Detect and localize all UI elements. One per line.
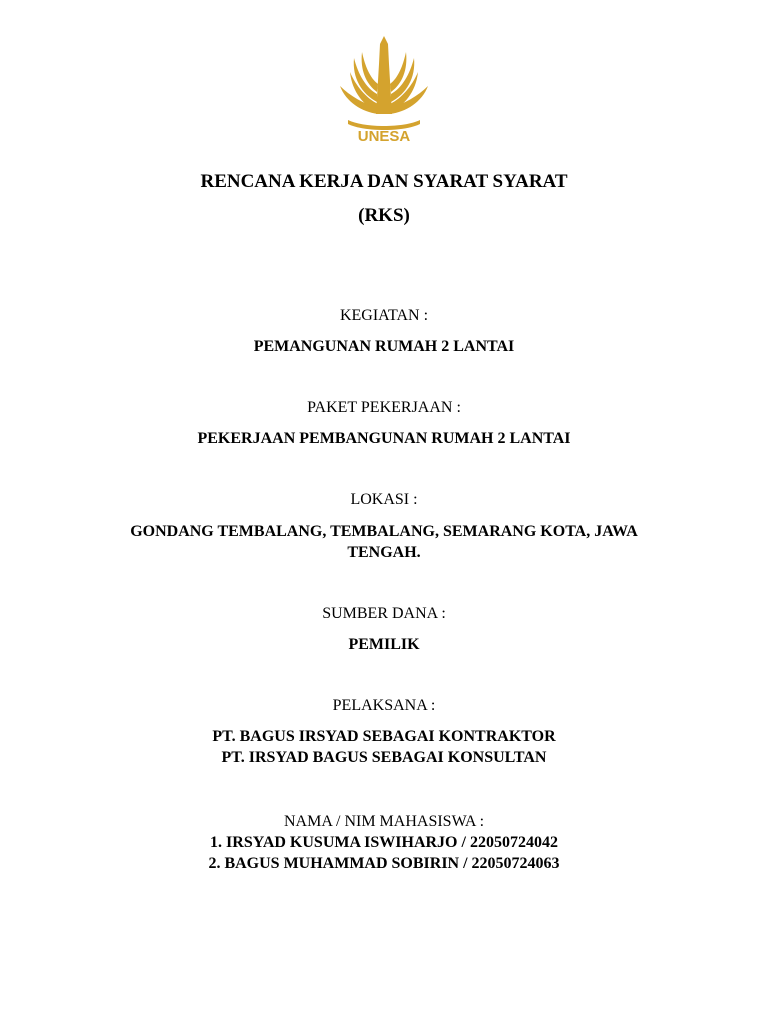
lokasi-label: LOKASI : (350, 491, 418, 508)
kegiatan-label: KEGIATAN : (339, 307, 429, 324)
mahasiswa-item-1: 1. IRSYAD KUSUMA ISWIHARJO / 22050724042 (210, 834, 558, 851)
kegiatan-value: PEMANGUNAN RUMAH 2 LANTAI (253, 338, 515, 355)
unesa-logo-text: UNESA (357, 128, 411, 144)
pelaksana-label: PELAKSANA : (332, 697, 436, 714)
mahasiswa-item-2: 2. BAGUS MUHAMMAD SOBIRIN / 22050724063 (208, 855, 560, 872)
lokasi-value-line2: TENGAH. (347, 544, 421, 561)
paket-value: PEKERJAAN PEMBANGUNAN RUMAH 2 LANTAI (197, 430, 571, 447)
document-subtitle: (RKS) (358, 205, 410, 226)
sumber-dana-label: SUMBER DANA : (322, 605, 446, 622)
pelaksana-value-line2: PT. IRSYAD BAGUS SEBAGAI KONSULTAN (221, 749, 547, 766)
pelaksana-value-line1: PT. BAGUS IRSYAD SEBAGAI KONTRAKTOR (212, 728, 556, 745)
unesa-logo (334, 34, 434, 144)
sumber-dana-value: PEMILIK (348, 636, 420, 653)
mahasiswa-label: NAMA / NIM MAHASISWA : (283, 813, 485, 830)
document-title: RENCANA KERJA DAN SYARAT SYARAT (200, 171, 568, 192)
paket-label: PAKET PEKERJAAN : (307, 399, 461, 416)
lokasi-value-line1: GONDANG TEMBALANG, TEMBALANG, SEMARANG KOTA, JAWA (130, 523, 638, 540)
